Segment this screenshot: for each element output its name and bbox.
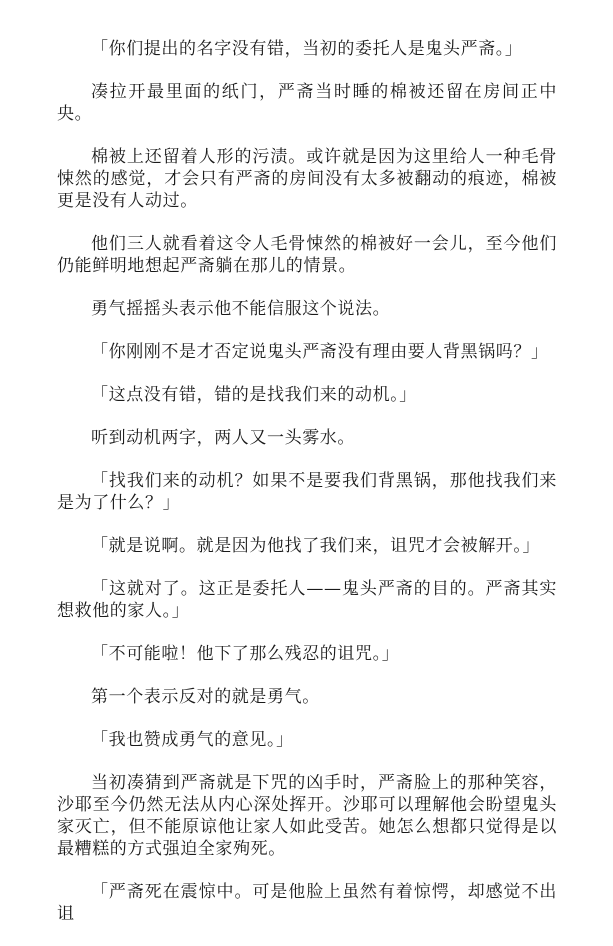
paragraph: 勇气摇摇头表示他不能信服这个说法。 <box>91 299 391 319</box>
paragraph: 听到动机两字，两人又一头雾水。 <box>91 428 355 448</box>
paragraph: 「严斋死在震惊中。可是他脸上虽然有着惊愕，却感觉不出诅 <box>57 882 557 924</box>
paragraph: 棉被上还留着人形的污渍。或许就是因为这里给人一种毛骨悚然的感觉，才会只有严斋的房间没有太多被翻动的痕迹，棉被更是没有人动过。 <box>57 147 557 211</box>
paragraph: 「这点没有错，错的是找我们来的动机。」 <box>91 385 417 405</box>
paragraph: 「不可能啦！他下了那么残忍的诅咒。」 <box>91 644 400 664</box>
paragraph: 「你们提出的名字没有错，当初的委托人是鬼头严斋。」 <box>91 39 523 59</box>
paragraph: 「这就对了。这正是委托人——鬼头严斋的目的。严斋其实想救他的家人。」 <box>57 579 557 621</box>
paragraph: 凑拉开最里面的纸门，严斋当时睡的棉被还留在房间正中央。 <box>57 82 557 124</box>
paragraph: 他们三人就看着这令人毛骨悚然的棉被好一会儿，至今他们仍能鲜明地想起严斋躺在那儿的情景。 <box>57 234 557 276</box>
paragraph: 第一个表示反对的就是勇气。 <box>91 687 320 707</box>
paragraph: 「就是说啊。就是因为他找了我们来，诅咒才会被解开。」 <box>91 536 541 556</box>
paragraph: 「找我们来的动机？如果不是要我们背黑锅，那他找我们来是为了什么？」 <box>57 471 557 513</box>
paragraph: 当初凑猜到严斋就是下咒的凶手时，严斋脸上的那种笑容，沙耶至今仍然无法从内心深处挥开。沙耶可以理解他会盼望鬼头家灭亡，但不能原谅他让家人如此受苦。她怎么想都只觉得是以最糟糕的方式强迫全家殉死。 <box>57 773 557 859</box>
body-text <box>57 38 557 946</box>
paragraph: 「你刚刚不是才否定说鬼头严斋没有理由要人背黑锅吗？」 <box>91 342 549 362</box>
paragraph: 「我也赞成勇气的意见。」 <box>91 730 294 750</box>
